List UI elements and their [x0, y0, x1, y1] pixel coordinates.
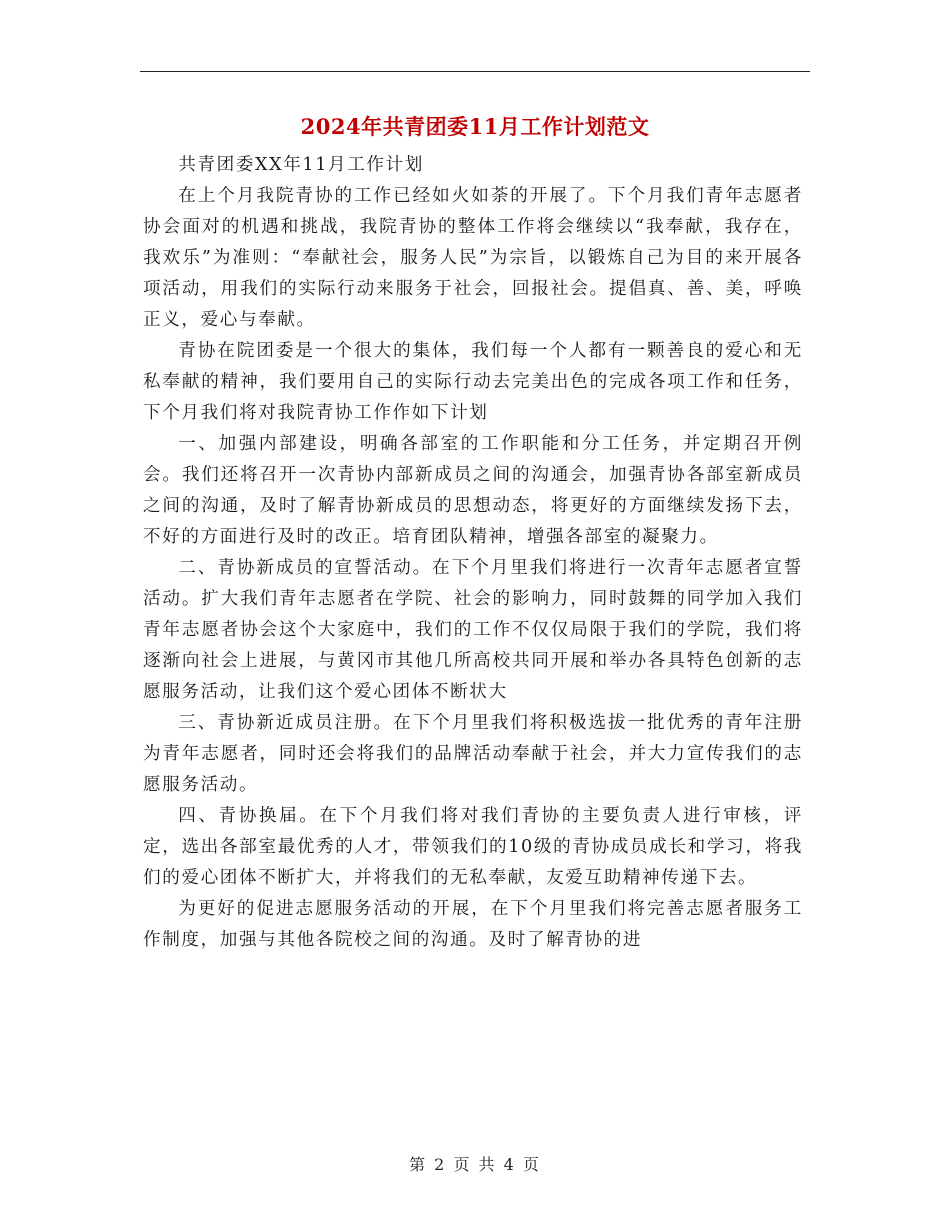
header-rule — [140, 71, 810, 72]
paragraph-closing: 为更好的促进志愿服务活动的开展，在下个月里我们将完善志愿者服务工作制度，加强与其他各院校之间的沟通。及时了解青协的进 — [143, 899, 803, 950]
paragraph-subtitle: 共青团委XX年11月工作计划 — [178, 155, 424, 175]
paragraph-plan-2: 二、青协新成员的宣誓活动。在下个月里我们将进行一次青年志愿者宣誓活动。扩大我们青年志愿者在学院、社会的影响力，同时鼓舞的同学加入我们青年志愿者协会这个大家庭中，我们的工作不仅仅局限于我们的学院，我们将逐渐向社会上进展，与黄冈市其他几所高校共同开展和举办各具特色创新的志愿服务活动，让我们这个爱心团体不断状大 — [143, 558, 803, 702]
document-title: 2024年共青团委11月工作计划范文 — [300, 114, 650, 139]
page-number: 第 2 页 共 4 页 — [409, 1155, 541, 1174]
paragraph-intro: 在上个月我院青协的工作已经如火如荼的开展了。下个月我们青年志愿者协会面对的机遇和挑战，我院青协的整体工作将会继续以“我奉献，我存在，我欢乐”为准则：“奉献社会，服务人民”为宗旨，以锻炼自己为目的来开展各项活动，用我们的实际行动来服务于社会，回报社会。提倡真、善、美，呼唤正义，爱心与奉献。 — [143, 186, 803, 330]
paragraph-plan-4: 四、青协换届。在下个月我们将对我们青协的主要负责人进行审核，评定，选出各部室最优秀的人才，带领我们的10级的青协成员成长和学习，将我们的爱心团体不断扩大，并将我们的无私奉献，友爱互助精神传递下去。 — [143, 806, 803, 888]
paragraph-plan-3: 三、青协新近成员注册。在下个月里我们将积极选拔一批优秀的青年注册为青年志愿者，同时还会将我们的品牌活动奉献于社会，并大力宣传我们的志愿服务活动。 — [143, 713, 803, 795]
paragraph-plan-1: 一、加强内部建设，明确各部室的工作职能和分工任务，并定期召开例会。我们还将召开一次青协内部新成员之间的沟通会，加强青协各部室新成员之间的沟通，及时了解青协新成员的思想动态，将更好的方面继续发扬下去，不好的方面进行及时的改正。培育团队精神，增强各部室的凝聚力。 — [143, 434, 803, 547]
paragraph-collective: 青协在院团委是一个很大的集体，我们每一个人都有一颗善良的爱心和无私奉献的精神，我们要用自己的实际行动去完美出色的完成各项工作和任务，下个月我们将对我院青协工作作如下计划 — [143, 341, 803, 423]
document-body — [143, 150, 803, 956]
